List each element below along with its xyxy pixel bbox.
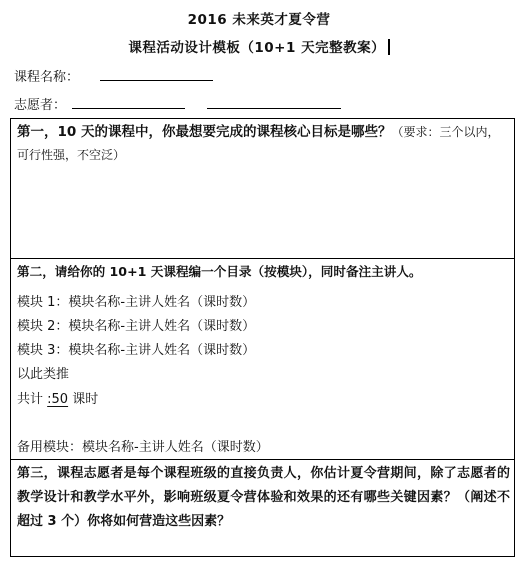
section-1-text	[17, 121, 510, 167]
etc-line: 以此类推	[17, 367, 70, 382]
page-title: 2016 未来英才夏令营	[187, 12, 331, 28]
section-2-question: 第二，请给你的 10+1 天课程编一个目录（按模块），同时备注主讲人。	[17, 264, 422, 279]
section-3-question: 第三，课程志愿者是每个课程班级的直接负责人，你估计夏令营期间，除了志愿者的教学设计和教学水平外，影响班级夏令营体验和效果的还有哪些关键因素？（阐述不超过 3 个）你将如何营造这些因素？	[17, 466, 510, 529]
section-1-question: 第一，10 天的课程中，你最想要完成的课程核心目标是哪些？	[17, 124, 392, 140]
subtitle-text: 课程活动设计模板（10+1 天完整教案）	[128, 40, 386, 56]
module-line-3: 模块 3：模块名称-主讲人姓名（课时数）	[17, 343, 256, 358]
text-cursor	[388, 39, 390, 55]
page-subtitle[interactable]	[0, 36, 518, 56]
course-name-field[interactable]	[100, 80, 213, 81]
course-name-label: 课程名称：	[14, 70, 80, 85]
total-value[interactable]: :50	[47, 392, 69, 407]
section-1-hint: （要求：三个以内，可行性强，不空泛）	[17, 125, 500, 162]
module-line-1: 模块 1：模块名称-主讲人姓名（课时数）	[17, 295, 256, 310]
total-suffix: 课时	[72, 392, 99, 407]
total-line	[17, 388, 98, 407]
section-2-box[interactable]	[10, 258, 515, 460]
total-prefix: 共计	[17, 392, 44, 407]
section-1-box[interactable]	[10, 118, 515, 259]
volunteer-field-1[interactable]	[72, 108, 185, 109]
backup-module-line: 备用模块：模块名称-主讲人姓名（课时数）	[17, 440, 269, 455]
section-3-box[interactable]	[10, 459, 515, 557]
volunteer-field-2[interactable]	[207, 108, 341, 109]
volunteer-label: 志愿者：	[14, 98, 67, 113]
module-line-2: 模块 2：模块名称-主讲人姓名（课时数）	[17, 319, 256, 334]
